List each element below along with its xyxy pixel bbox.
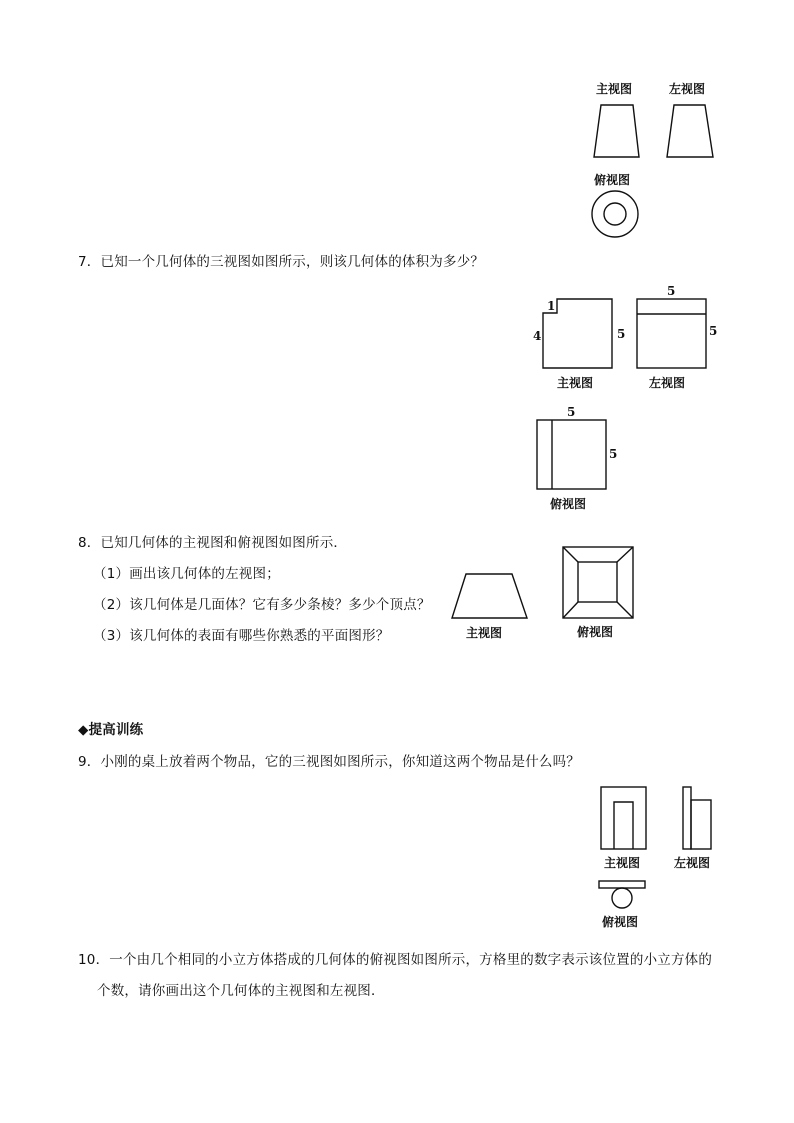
section-title: ◆提高训练	[78, 722, 144, 738]
q7-left-view	[634, 296, 710, 370]
q8-top-caption: 俯视图	[577, 625, 614, 639]
q7-left-caption: 左视图	[649, 376, 686, 390]
q7-left-right-dim: 5	[709, 324, 718, 338]
q8-top-edge-tl	[563, 547, 578, 562]
q8-top-edge-bl	[563, 602, 578, 618]
q9-front-view	[598, 785, 650, 851]
question-10-line1: 10．一个由几个相同的小立方体搭成的几何体的俯视图如图所示，方格里的数字表示该位置的小立方体的	[78, 952, 713, 968]
q7-top-right-dim: 5	[609, 447, 618, 461]
q7-top-top-dim: 5	[567, 405, 576, 419]
q7-left-top-dim: 5	[667, 284, 676, 298]
fig6-top-view	[590, 189, 642, 241]
question-8-text: 8．已知几何体的主视图和俯视图如图所示．	[78, 535, 348, 551]
q7-top-caption: 俯视图	[550, 497, 587, 511]
q8-front-caption: 主视图	[466, 626, 503, 640]
fig6-left-trapezoid	[667, 105, 713, 157]
q7-front-left-dim: 4	[533, 329, 542, 343]
q9-left-view	[678, 785, 716, 851]
q9-top-circle	[612, 888, 632, 908]
fig6-front-caption: 主视图	[596, 82, 633, 96]
q9-left-wide-rect	[691, 800, 711, 849]
fig6-front-view	[590, 100, 650, 160]
fig6-top-caption: 俯视图	[594, 173, 631, 187]
q7-front-notch-dim: 1	[547, 299, 556, 313]
q9-left-thin-rect	[683, 787, 691, 849]
q8-front-view	[450, 571, 530, 621]
question-10-line2: 个数，请你画出这个几何体的主视图和左视图．	[97, 983, 385, 999]
q7-left-square	[637, 299, 706, 368]
q8-top-inner-square	[578, 562, 617, 602]
question-9-text: 9．小刚的桌上放着两个物品，它的三视图如图所示，你知道这两个物品是什么吗？	[78, 754, 580, 770]
question-8-sub3: （3）该几何体的表面有哪些你熟悉的平面图形？	[93, 628, 390, 644]
q7-front-caption: 主视图	[557, 376, 594, 390]
fig6-outer-circle	[592, 191, 638, 237]
q9-front-caption: 主视图	[604, 856, 641, 870]
question-7-text: 7．已知一个几何体的三视图如图所示，则该几何体的体积为多少？	[78, 254, 485, 270]
q9-left-caption: 左视图	[674, 856, 711, 870]
q9-top-rect	[599, 881, 645, 888]
question-8-sub1: （1）画出该几何体的左视图；	[93, 566, 280, 582]
fig6-left-caption: 左视图	[669, 82, 706, 96]
q7-top-view	[534, 417, 610, 491]
q9-front-inner-slot	[614, 802, 633, 849]
q9-top-caption: 俯视图	[602, 915, 639, 929]
q8-top-edge-tr	[617, 547, 633, 562]
q8-top-edge-br	[617, 602, 633, 618]
q9-top-view	[596, 878, 650, 910]
fig6-inner-circle	[604, 203, 626, 225]
q9-front-outer-rect	[601, 787, 646, 849]
question-8-sub2: （2）该几何体是几面体？它有多少条棱？多少个顶点？	[93, 597, 431, 613]
fig6-front-trapezoid	[594, 105, 639, 157]
q7-top-square	[537, 420, 606, 489]
q7-front-right-dim: 5	[617, 327, 626, 341]
q8-top-view	[560, 545, 636, 621]
fig6-left-view	[664, 100, 724, 160]
q8-front-trapezoid	[452, 574, 527, 618]
